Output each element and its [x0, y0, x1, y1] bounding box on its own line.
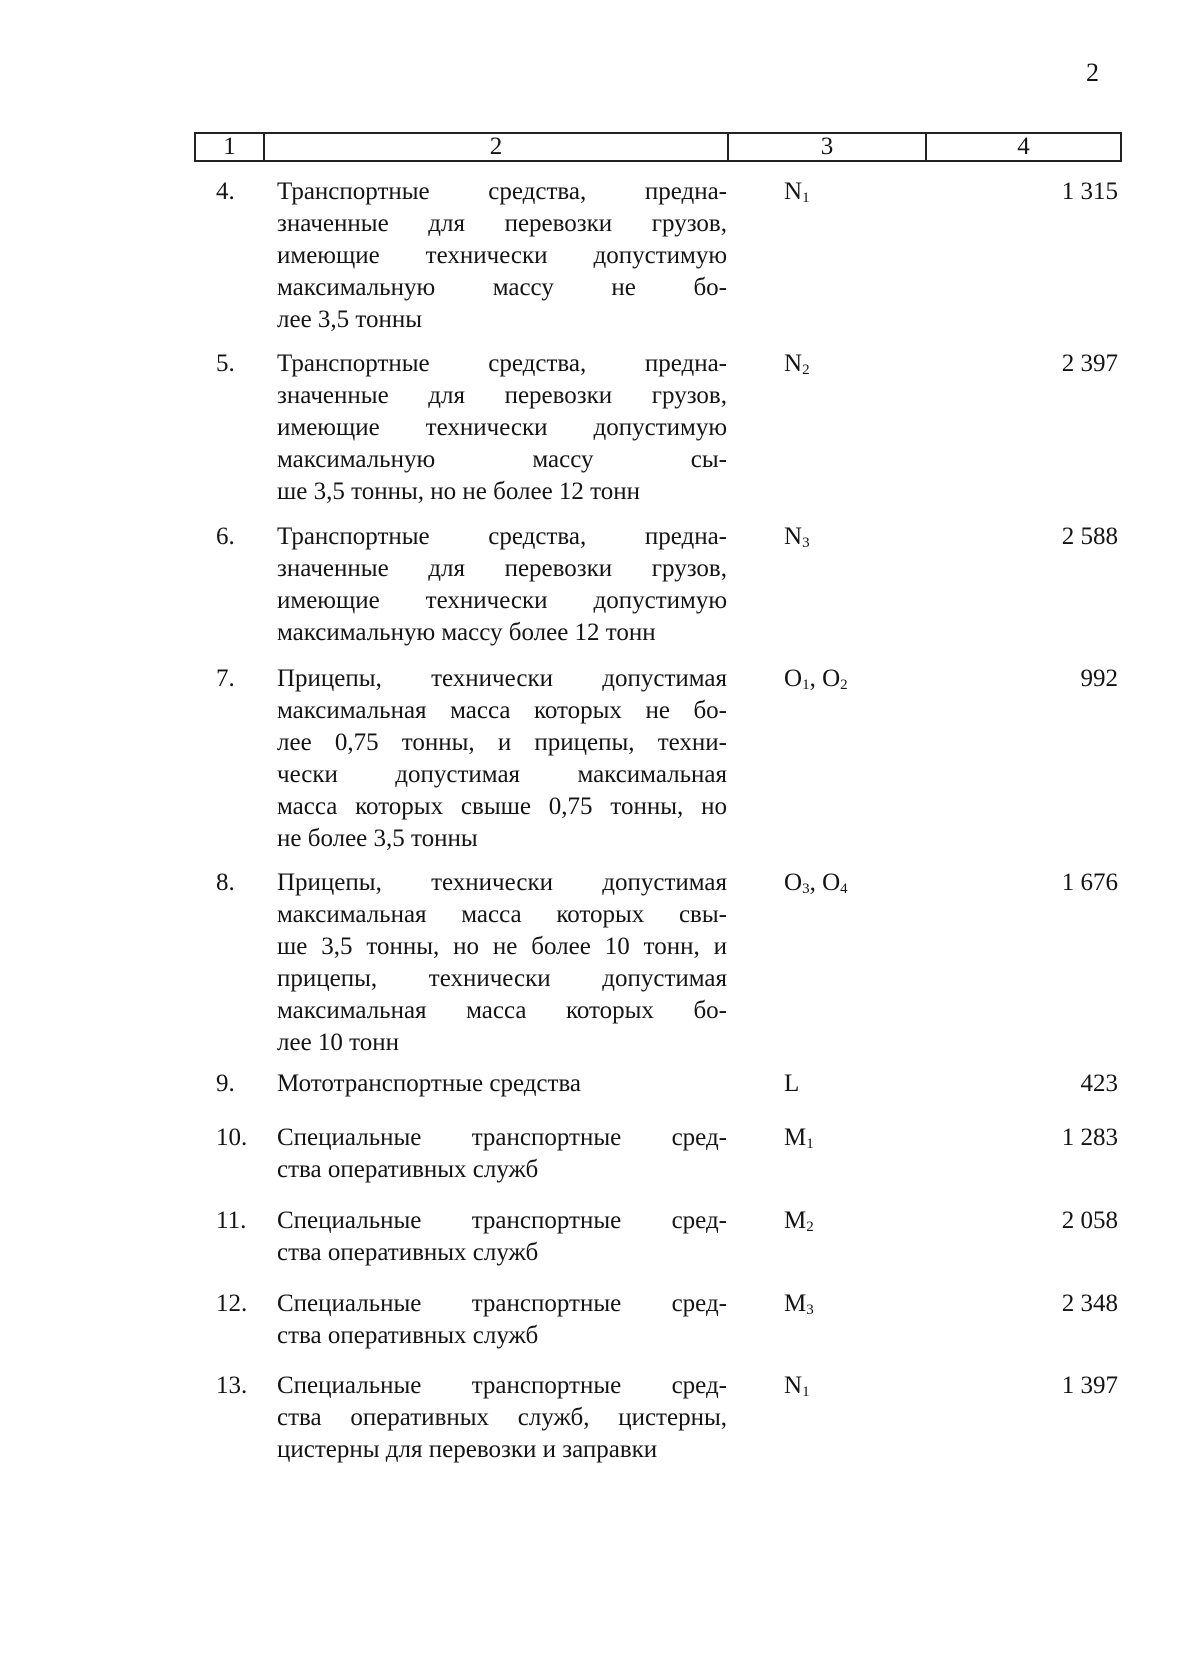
vehicle-category [784, 176, 904, 208]
vehicle-category [784, 1068, 904, 1100]
vehicle-category [784, 348, 904, 380]
row-value: 992 [1080, 665, 1118, 692]
description-line: лее 10 тонн [277, 1029, 400, 1056]
category-letter: O [784, 869, 803, 896]
row-value: 2 348 [1061, 1290, 1118, 1317]
description-line: масса которых свыше 0,75 тонны, но [277, 793, 727, 820]
description-line: Специальные транспортные сред- [277, 1290, 727, 1317]
page-number: 2 [1086, 58, 1099, 87]
category-second-subscript: 2 [840, 677, 848, 693]
vehicle-category [784, 1370, 904, 1402]
row-number: 7. [216, 665, 235, 692]
vehicle-category [784, 1122, 904, 1154]
description-line: не более 3,5 тонны [277, 825, 478, 852]
description-line: максимальная масса которых не бо- [277, 697, 727, 724]
description-line: ше 3,5 тонны, но не более 10 тонн, и [277, 933, 727, 960]
category-letter: N [784, 178, 803, 205]
description-line: Транспортные средства, предна- [277, 178, 727, 205]
description-line: лее 3,5 тонны [277, 306, 423, 333]
category-letter: N [784, 350, 803, 377]
description-line: имеющие технически допустимую [277, 242, 727, 269]
description-line: цистерны для перевозки и заправки [277, 1436, 658, 1463]
vehicle-category [784, 521, 904, 553]
description-line: максимальную массу не бо- [277, 274, 727, 301]
category-subscript: 3 [802, 881, 810, 897]
row-description [277, 1068, 727, 1100]
vehicle-category [784, 663, 904, 695]
row-value: 1 397 [1061, 1372, 1118, 1399]
row-description [277, 1370, 727, 1466]
row-description [277, 663, 727, 855]
row-number: 10. [216, 1124, 248, 1151]
row-number: 6. [216, 523, 235, 550]
description-line: ства оперативных служб, цистерны, [277, 1404, 727, 1431]
row-number: 13. [216, 1372, 248, 1399]
category-subscript: 3 [806, 1302, 814, 1318]
vehicle-category [784, 867, 904, 899]
description-line: максимальную массу сы- [277, 446, 727, 473]
row-value: 423 [1080, 1070, 1118, 1097]
description-line: ства оперативных служб [277, 1156, 539, 1183]
description-line: Транспортные средства, предна- [277, 350, 727, 377]
description-line: значенные для перевозки грузов, [277, 382, 727, 409]
row-value: 1 676 [1061, 869, 1118, 896]
row-description [277, 348, 727, 508]
row-description [277, 176, 727, 336]
header-cell-1: 1 [196, 134, 265, 160]
row-number: 11. [216, 1207, 247, 1234]
row-description [277, 1122, 727, 1186]
row-number: 4. [216, 178, 235, 205]
description-line: ства оперативных служб [277, 1322, 539, 1349]
header-cell-3: 3 [729, 134, 927, 160]
header-cell-4: 4 [1017, 133, 1030, 160]
description-line: Транспортные средства, предна- [277, 523, 727, 550]
category-subscript: 3 [802, 535, 810, 551]
description-line: Прицепы, технически допустимая [277, 665, 727, 692]
description-line: максимальная масса которых бо- [277, 997, 727, 1024]
row-number: 12. [216, 1290, 248, 1317]
row-value: 1 315 [1061, 178, 1118, 205]
category-letter: L [784, 1070, 800, 1097]
vehicle-category [784, 1205, 904, 1237]
description-line: максимальную массу более 12 тонн [277, 619, 656, 646]
vehicle-category [784, 1288, 904, 1320]
row-description [277, 867, 727, 1059]
category-subscript: 2 [802, 362, 810, 378]
row-value: 2 058 [1061, 1207, 1118, 1234]
description-line: имеющие технически допустимую [277, 414, 727, 441]
description-line: прицепы, технически допустимая [277, 965, 727, 992]
description-line: ства оперативных служб [277, 1239, 539, 1266]
description-line: значенные для перевозки грузов, [277, 555, 727, 582]
description-line: Специальные транспортные сред- [277, 1207, 727, 1234]
description-line: ше 3,5 тонны, но не более 12 тонн [277, 478, 641, 505]
category-subscript: 1 [802, 190, 810, 206]
category-second-letter: , O [809, 665, 841, 692]
category-letter: O [784, 665, 803, 692]
row-number: 8. [216, 869, 235, 896]
row-number: 9. [216, 1070, 235, 1097]
row-value: 2 397 [1061, 350, 1118, 377]
category-letter: N [784, 523, 803, 550]
description-line: имеющие технически допустимую [277, 587, 727, 614]
description-line: Мототранспортные средства [277, 1070, 582, 1097]
category-subscript: 2 [806, 1219, 814, 1235]
description-line: чески допустимая максимальная [277, 761, 727, 788]
row-description [277, 1288, 727, 1352]
description-line: максимальная масса которых свы- [277, 901, 727, 928]
category-letter: M [784, 1124, 807, 1151]
table-header [194, 132, 1122, 162]
category-subscript: 1 [802, 677, 810, 693]
row-value: 1 283 [1061, 1124, 1118, 1151]
category-subscript: 1 [806, 1136, 814, 1152]
category-second-subscript: 4 [840, 881, 848, 897]
category-subscript: 1 [802, 1384, 810, 1400]
row-description [277, 521, 727, 649]
description-line: лее 0,75 тонны, и прицепы, техни- [277, 729, 727, 756]
header-cell-2: 2 [265, 134, 729, 160]
category-second-letter: , O [809, 869, 841, 896]
description-line: значенные для перевозки грузов, [277, 210, 727, 237]
category-letter: M [784, 1207, 807, 1234]
row-value: 2 588 [1061, 523, 1118, 550]
description-line: Специальные транспортные сред- [277, 1124, 727, 1151]
category-letter: M [784, 1290, 807, 1317]
description-line: Прицепы, технически допустимая [277, 869, 727, 896]
category-letter: N [784, 1372, 803, 1399]
description-line: Специальные транспортные сред- [277, 1372, 727, 1399]
row-number: 5. [216, 350, 235, 377]
row-description [277, 1205, 727, 1269]
